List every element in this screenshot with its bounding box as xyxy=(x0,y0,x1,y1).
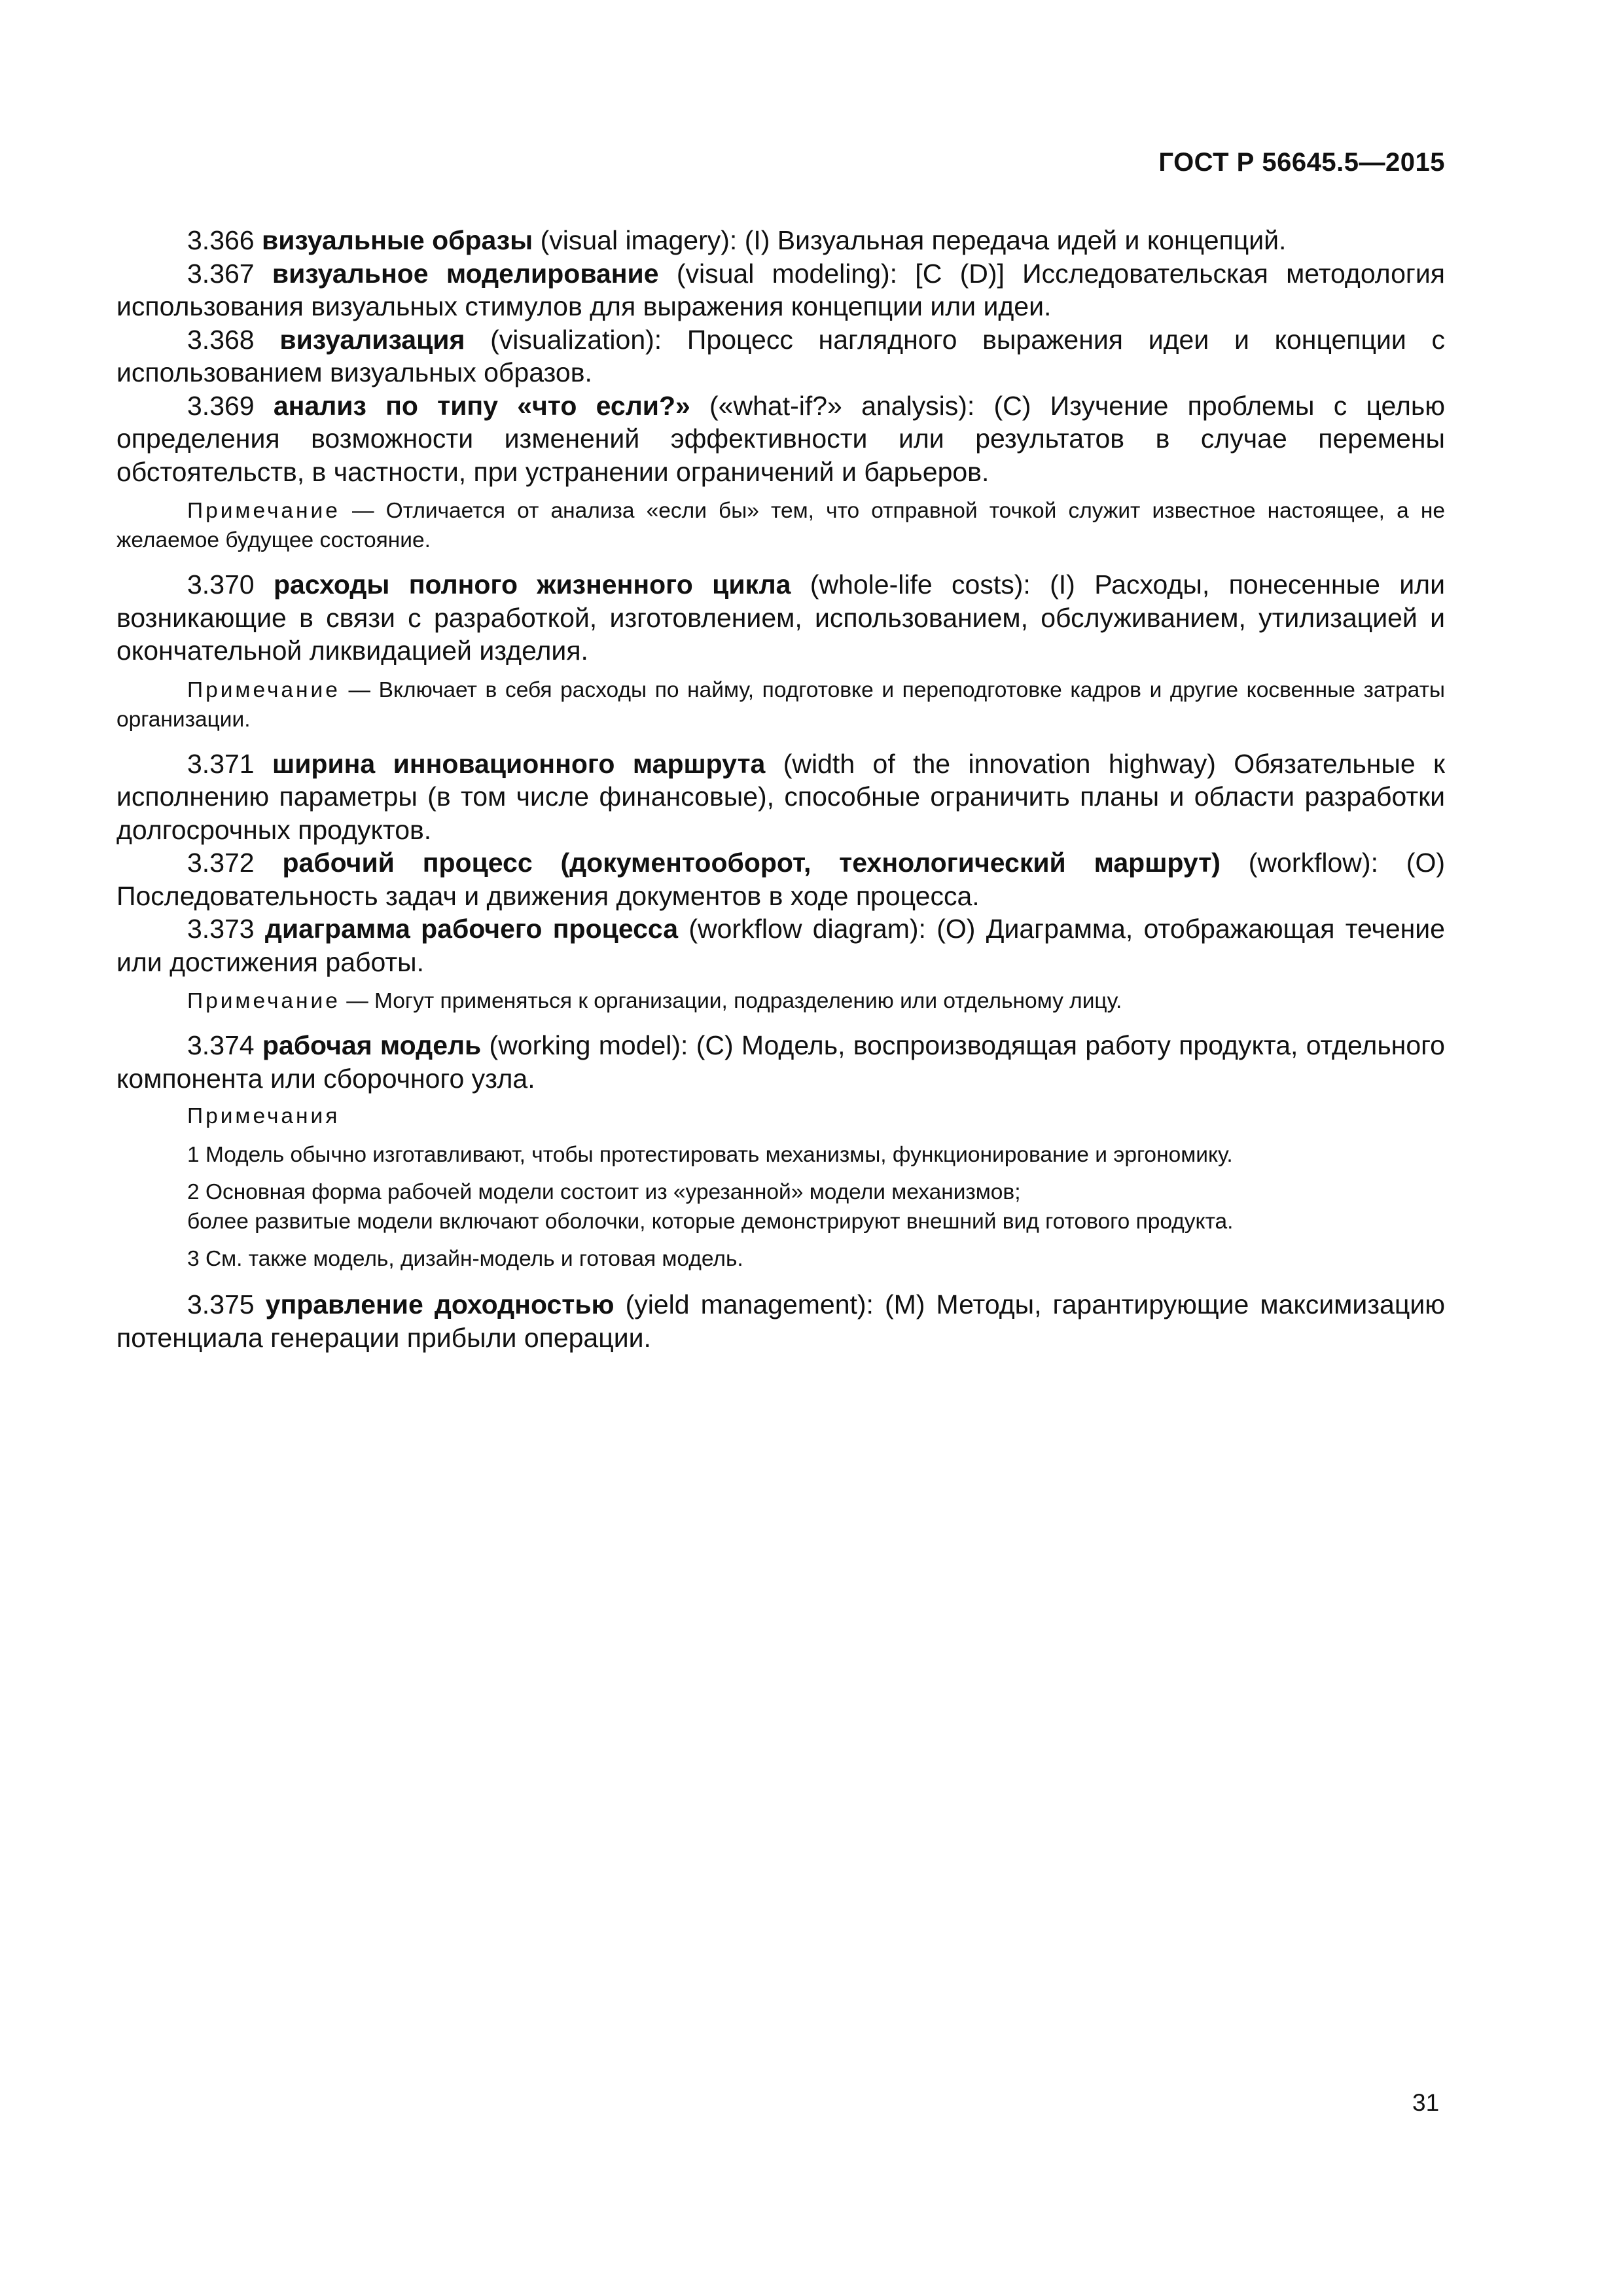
term-entry: 3.368 визуализация (visualization): Процесс наглядного выражения идеи и концепции с использованием визуальных образов. xyxy=(116,324,1445,387)
note-item: 3 См. также модель, дизайн-модель и готовая модель. xyxy=(187,1247,743,1271)
page-content xyxy=(116,224,1445,1354)
term-entry: 3.370 расходы полного жизненного цикла (whole-life costs): (I) Расходы, понесенные или возникающие в связи с разработкой, изготовлением, использованием, обслуживанием, утилизацией и окончательной ликвидацией изделия. xyxy=(116,569,1445,666)
term-title: управление доходностью xyxy=(265,1289,615,1319)
term-title: визуальное моделирование xyxy=(272,258,659,289)
term-entry: 3.374 рабочая модель (working model): (С) Модель, воспроизводящая работу продукта, отдельного компонента или сборочного узла. xyxy=(116,1030,1445,1094)
note-label: Примечание xyxy=(187,677,340,702)
note-label: Примечание xyxy=(187,499,340,523)
term-entry: 3.372 рабочий процесс (документооборот, технологический маршрут) (workflow): (O) Последовательность задач и движения документов в ходе процесса. xyxy=(116,848,1445,911)
term-title: диаграмма рабочего процесса xyxy=(264,914,679,944)
term-entry: 3.371 ширина инновационного маршрута (width of the innovation highway) Обязательные к исполнению параметры (в том числе финансовые), способные ограничить планы и области разработки долгосрочных продуктов. xyxy=(116,748,1445,845)
note: Примечание — Включает в себя расходы по найму, подготовке и переподготовке кадров и другие косвенные затраты организации. xyxy=(116,677,1445,732)
note-item: 2 Основная форма рабочей модели состоит из «урезанной» модели механизмов; xyxy=(187,1180,1021,1204)
document-code: ГОСТ Р 56645.5—2015 xyxy=(1158,148,1445,177)
term-entry: 3.367 визуальное моделирование (visual modeling): [C (D)] Исследовательская методология использования визуальных стимулов для выражения концепции или идеи. xyxy=(116,258,1445,321)
note-item-continuation: более развитые модели включают оболочки, которые демонстрируют внешний вид готового продукта. xyxy=(187,1210,1234,1234)
note-label: Примечание xyxy=(187,989,340,1013)
term-title: расходы полного жизненного цикла xyxy=(273,569,791,600)
note-item: 1 Модель обычно изготавливают, чтобы протестировать механизмы, функционирование и эргономику. xyxy=(187,1143,1233,1167)
term-title: ширина инновационного маршрута xyxy=(272,748,766,779)
term-title: визуальные образы xyxy=(262,225,533,255)
term-entry: 3.369 анализ по типу «что если?» («what-if?» analysis): (С) Изучение проблемы с целью определения возможности изменений эффективности или результатов в случае перемены обстоятельств, в частности, при устранении ограничений и барьеров. xyxy=(116,390,1445,487)
note: Примечание — Могут применяться к организации, подразделению или отдельному лицу. xyxy=(187,989,1122,1013)
term-title: визуализация xyxy=(279,324,465,355)
notes-heading: Примечания xyxy=(187,1104,340,1128)
note: Примечание — Отличается от анализа «если бы» тем, что отправной точкой служит известное настоящее, а не желаемое будущее состояние. xyxy=(116,499,1445,552)
term-title: рабочий процесс (документооборот, технологический маршрут) xyxy=(282,848,1221,878)
page-number: 31 xyxy=(1412,2089,1440,2116)
term-title: рабочая модель xyxy=(262,1030,482,1060)
term-entry: 3.375 управление доходностью (yield management): (M) Методы, гарантирующие максимизацию потенциала генерации прибыли операции. xyxy=(116,1289,1445,1353)
term-entry: 3.373 диаграмма рабочего процесса (workflow diagram): (O) Диаграмма, отображающая течение или достижения работы. xyxy=(116,914,1445,977)
term-entry: 3.366 визуальные образы (visual imagery): (I) Визуальная передача идей и концепций. xyxy=(187,225,1287,255)
term-title: анализ по типу «что если?» xyxy=(273,390,690,421)
